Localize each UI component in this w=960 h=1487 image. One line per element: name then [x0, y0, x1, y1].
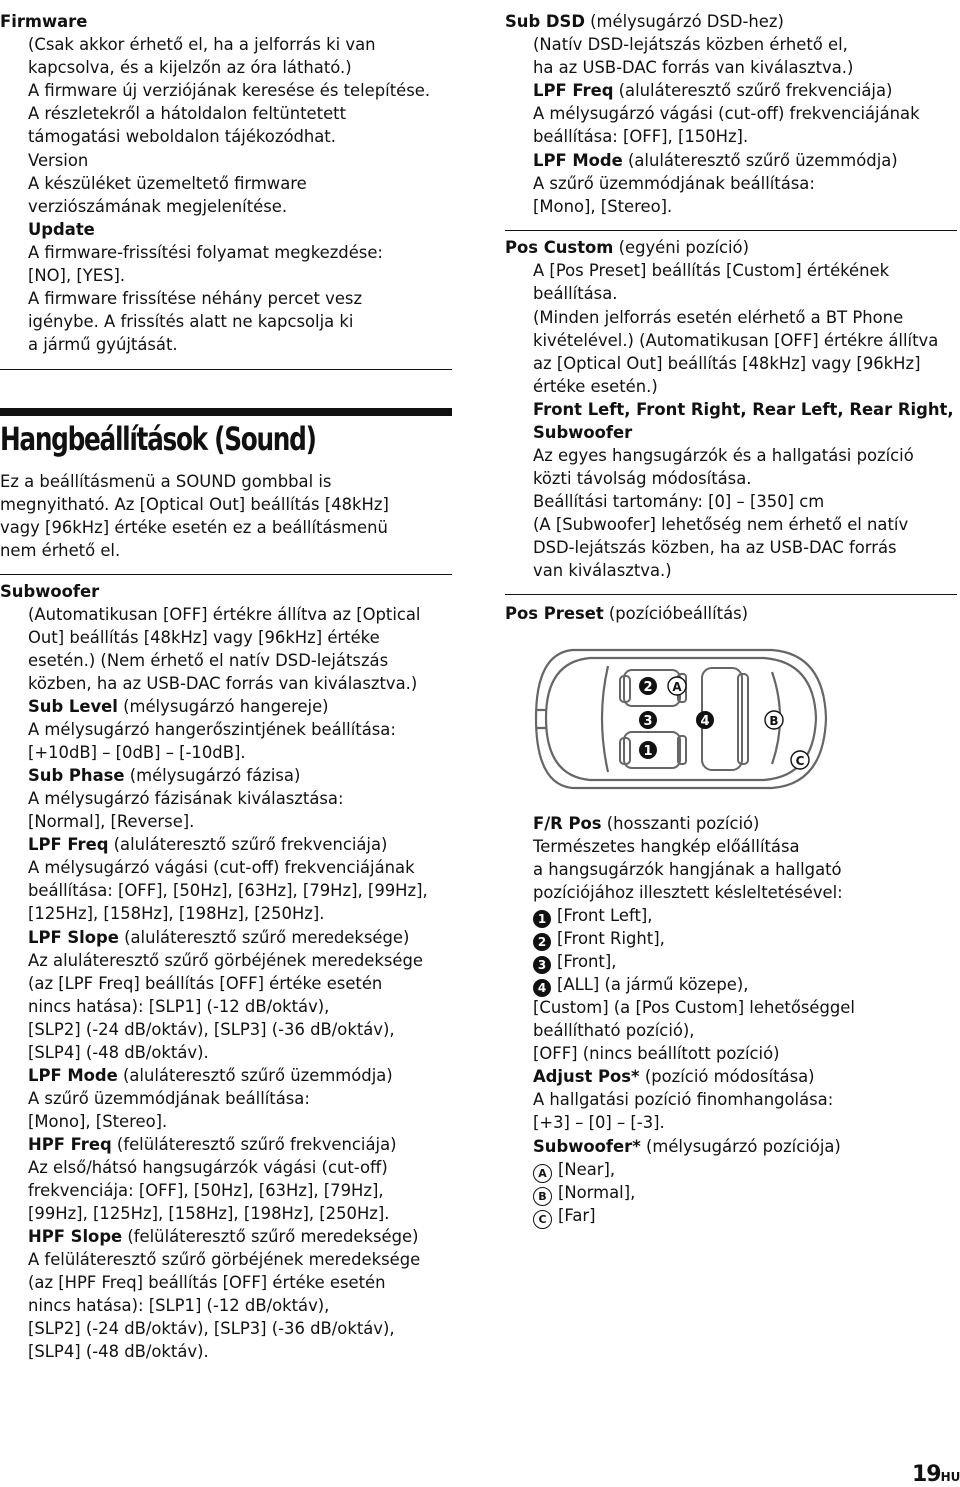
update-desc-line: a jármű gyújtását.: [28, 335, 178, 354]
update-desc-line: [NO], [YES].: [28, 266, 126, 285]
sub-phase-line: A mélysugárzó fázisának kiválasztása:: [28, 789, 344, 808]
subdsd-lpf-mode-line: [Mono], [Stereo].: [533, 197, 673, 216]
poscustom-speakers-title: Front Left, Front Right, Rear Left, Rear Right,: [533, 400, 954, 419]
seat-marker-3: [639, 711, 657, 729]
intro-line: nem érhető el.: [0, 541, 121, 560]
seat-marker-a: [668, 677, 686, 695]
fr-pos-title: F/R Pos (hosszanti pozíció): [533, 814, 760, 833]
lpf-mode-line: [Mono], [Stereo].: [28, 1112, 168, 1131]
car-seat-diagram: [532, 640, 830, 798]
fr-pos-line: Természetes hangkép előállítása: [533, 837, 800, 856]
subdsd-lpf-freq-line: A mélysugárzó vágási (cut-off) frekvenciájának: [533, 104, 920, 123]
number-2-icon: 2: [533, 933, 551, 951]
subdsd-desc-line: ha az USB-DAC forrás van kiválasztva.): [533, 58, 854, 77]
hpf-freq-line: frekvenciája: [OFF], [50Hz], [63Hz], [79Hz],: [28, 1181, 384, 1200]
firmware-desc-line: támogatási weboldalon tájékozódhat.: [28, 127, 336, 146]
poscustom-desc-line: kivételével.) (Automatikusan [OFF] értékre állítva: [533, 331, 939, 350]
firmware-desc-line: A firmware új verziójának keresése és telepítése.: [28, 81, 431, 100]
fr-option: 2 [Front Right],: [533, 927, 665, 951]
firmware-desc-line: A részletekről a hátoldalon feltüntetett: [28, 104, 347, 123]
subwoofer-desc-line: (Automatikusan [OFF] értékre állítva az [Optical: [28, 605, 421, 624]
lpf-slope-line: (az [LPF Freq] beállítás [OFF] értéke esetén: [28, 974, 383, 993]
lpf-mode-title: LPF Mode (aluláteresztő szűrő üzemmódja): [28, 1066, 393, 1085]
seat-marker-b: [765, 711, 783, 729]
poscustom-desc-line: értéke esetén.): [533, 377, 658, 396]
firmware-desc-line: kapcsolva, és a kijelzőn az óra látható.): [28, 58, 352, 77]
svg-text:4: 4: [700, 714, 710, 729]
fr-option: 3 [Front],: [533, 950, 616, 974]
poscustom-speakers-line: (A [Subwoofer] lehetőség nem érhető el natív: [533, 515, 909, 534]
hpf-freq-line: [99Hz], [125Hz], [158Hz], [198Hz], [250Hz].: [28, 1204, 390, 1223]
sub-phase-title: Sub Phase (mélysugárzó fázisa): [28, 766, 301, 785]
hpf-slope-line: [SLP2] (-24 dB/oktáv), [SLP3] (-36 dB/oktáv),: [28, 1319, 395, 1338]
seat-marker-c: [791, 751, 809, 769]
lpf-slope-line: [SLP2] (-24 dB/oktáv), [SLP3] (-36 dB/oktáv),: [28, 1020, 395, 1039]
section-divider: [505, 230, 957, 231]
firmware-title: Firmware: [0, 12, 88, 31]
subdsd-desc-line: (Natív DSD-lejátszás közben érhető el,: [533, 35, 848, 54]
hpf-slope-line: [SLP4] (-48 dB/oktáv).: [28, 1342, 209, 1361]
fr-pos-line: a hangsugárzók hangjának a hallgató: [533, 860, 842, 879]
hpf-slope-title: HPF Slope (felüláteresztő szűrő meredeksége): [28, 1227, 419, 1246]
hpf-slope-line: (az [HPF Freq] beállítás [OFF] értéke esetén: [28, 1273, 386, 1292]
poscustom-speakers-line: van kiválasztva.): [533, 561, 672, 580]
poscustom-speakers-line: Beállítási tartomány: [0] – [350] cm: [533, 492, 825, 511]
poscustom-desc-line: A [Pos Preset] beállítás [Custom] értékének: [533, 261, 890, 280]
subwoofer-option: A [Near],: [533, 1158, 615, 1183]
svg-text:2: 2: [643, 680, 653, 695]
adjust-pos-title: Adjust Pos* (pozíció módosítása): [533, 1067, 815, 1086]
hpf-slope-line: A felüláteresztő szűrő görbéjének meredeksége: [28, 1250, 421, 1269]
section-divider: [0, 369, 452, 370]
fr-pos-line: pozíciójához illesztett késleltetésével:: [533, 883, 843, 902]
poscustom-speakers-line: közti távolság módosítása.: [533, 469, 752, 488]
poscustom-title: Pos Custom (egyéni pozíció): [505, 238, 749, 257]
letter-b-icon: B: [533, 1187, 552, 1206]
svg-text:C: C: [795, 754, 805, 768]
hpf-slope-line: nincs hatása): [SLP1] (-12 dB/oktáv),: [28, 1296, 330, 1315]
fr-tail-line: [Custom] (a [Pos Custom] lehetőséggel: [533, 998, 855, 1017]
lpf-mode-line: A szűrő üzemmódjának beállítása:: [28, 1089, 310, 1108]
intro-line: vagy [96kHz] értéke esetén ez a beállításmenü: [0, 518, 388, 537]
update-desc-line: igénybe. A frissítés alatt ne kapcsolja ki: [28, 312, 354, 331]
svg-text:1: 1: [643, 744, 653, 759]
subdsd-lpf-freq-line: beállítása: [OFF], [150Hz].: [533, 127, 749, 146]
firmware-desc-line: (Csak akkor érhető el, ha a jelforrás ki van: [28, 35, 376, 54]
version-title: Version: [28, 151, 89, 170]
adjust-pos-line: A hallgatási pozíció finomhangolása:: [533, 1090, 834, 1109]
lpf-freq-title: LPF Freq (aluláteresztő szűrő frekvenciája): [28, 835, 388, 854]
lpf-slope-line: Az aluláteresztő szűrő görbéjének meredeksége: [28, 951, 423, 970]
subdsd-lpf-freq-title: LPF Freq (aluláteresztő szűrő frekvenciája): [533, 81, 893, 100]
svg-text:A: A: [672, 680, 682, 694]
lpf-slope-title: LPF Slope (aluláteresztő szűrő meredeksége): [28, 928, 410, 947]
fr-option: 4 [ALL] (a jármű közepe),: [533, 973, 748, 997]
version-desc-line: A készüléket üzemeltető firmware: [28, 174, 307, 193]
fr-option: 1 [Front Left],: [533, 904, 653, 928]
poscustom-desc-line: az [Optical Out] beállítás [48kHz] vagy [96kHz]: [533, 354, 921, 373]
svg-text:B: B: [769, 714, 779, 728]
fr-tail-line: beállítható pozíció),: [533, 1021, 695, 1040]
adjust-pos-line: [+3] – [0] – [-3].: [533, 1113, 665, 1132]
subdsd-lpf-mode-title: LPF Mode (aluláteresztő szűrő üzemmódja): [533, 151, 898, 170]
hpf-freq-title: HPF Freq (felüláteresztő szűrő frekvenciája): [28, 1135, 397, 1154]
page-number: 19HU: [912, 1462, 960, 1487]
update-desc-line: A firmware frissítése néhány percet vesz: [28, 289, 363, 308]
lpf-slope-line: nincs hatása): [SLP1] (-12 dB/oktáv),: [28, 997, 330, 1016]
poscustom-desc-line: (Minden jelforrás esetén elérhető a BT Phone: [533, 308, 904, 327]
sub-level-title: Sub Level (mélysugárzó hangereje): [28, 697, 329, 716]
seat-marker-2: [639, 677, 657, 695]
subdsd-title: Sub DSD (mélysugárzó DSD-hez): [505, 12, 784, 31]
hpf-freq-line: Az első/hátsó hangsugárzók vágási (cut-off): [28, 1158, 388, 1177]
lpf-slope-line: [SLP4] (-48 dB/oktáv).: [28, 1043, 209, 1062]
subwoofer-desc-line: közben, ha az USB-DAC forrás van kiválasztva.): [28, 674, 418, 693]
poscustom-desc-line: beállítása.: [533, 284, 618, 303]
intro-line: megnyitható. Az [Optical Out] beállítás [48kHz]: [0, 495, 389, 514]
update-desc-line: A firmware-frissítési folyamat megkezdése:: [28, 243, 383, 262]
sub-phase-line: [Normal], [Reverse].: [28, 812, 195, 831]
sub-level-line: A mélysugárzó hangerőszintjének beállítása:: [28, 720, 396, 739]
number-1-icon: 1: [533, 910, 551, 928]
letter-a-icon: A: [533, 1164, 552, 1183]
number-3-icon: 3: [533, 956, 551, 974]
seat-marker-4: [696, 711, 714, 729]
poscustom-speakers-line: Az egyes hangsugárzók és a hallgatási pozíció: [533, 446, 914, 465]
lpf-freq-line: A mélysugárzó vágási (cut-off) frekvenciájának: [28, 858, 415, 877]
subdsd-lpf-mode-line: A szűrő üzemmódjának beállítása:: [533, 174, 815, 193]
svg-text:3: 3: [643, 714, 653, 729]
section-divider: [505, 594, 957, 595]
letter-c-icon: C: [533, 1210, 552, 1229]
subwoofer-pos-title: Subwoofer* (mélysugárzó pozíciója): [533, 1137, 841, 1156]
update-title: Update: [28, 220, 95, 239]
subwoofer-desc-line: Out] beállítás [48kHz] vagy [96kHz] értéke: [28, 628, 380, 647]
lpf-freq-line: [125Hz], [158Hz], [198Hz], [250Hz].: [28, 904, 325, 923]
subwoofer-option: B [Normal],: [533, 1181, 635, 1206]
version-desc-line: verziószámának megjelenítése.: [28, 197, 288, 216]
subwoofer-option: C [Far]: [533, 1204, 596, 1229]
poscustom-speakers-line: DSD-lejátszás közben, ha az USB-DAC forrás: [533, 538, 897, 557]
fr-tail-line: [OFF] (nincs beállított pozíció): [533, 1044, 780, 1063]
section-heading: Hangbeállítások (Sound): [0, 420, 316, 458]
heading-bar: [0, 408, 452, 416]
seat-marker-1: [639, 741, 657, 759]
lpf-freq-line: beállítása: [OFF], [50Hz], [63Hz], [79Hz], [99Hz],: [28, 881, 428, 900]
number-4-icon: 4: [533, 979, 551, 997]
intro-line: Ez a beállításmenü a SOUND gombbal is: [0, 472, 332, 491]
poscustom-speakers-title: Subwoofer: [533, 423, 633, 442]
subwoofer-desc-line: esetén.) (Nem érhető el natív DSD-lejátszás: [28, 651, 389, 670]
pospreset-title: Pos Preset (pozícióbeállítás): [505, 604, 749, 623]
subwoofer-title: Subwoofer: [0, 582, 100, 601]
sub-level-line: [+10dB] – [0dB] – [-10dB].: [28, 743, 246, 762]
section-divider: [0, 574, 452, 575]
